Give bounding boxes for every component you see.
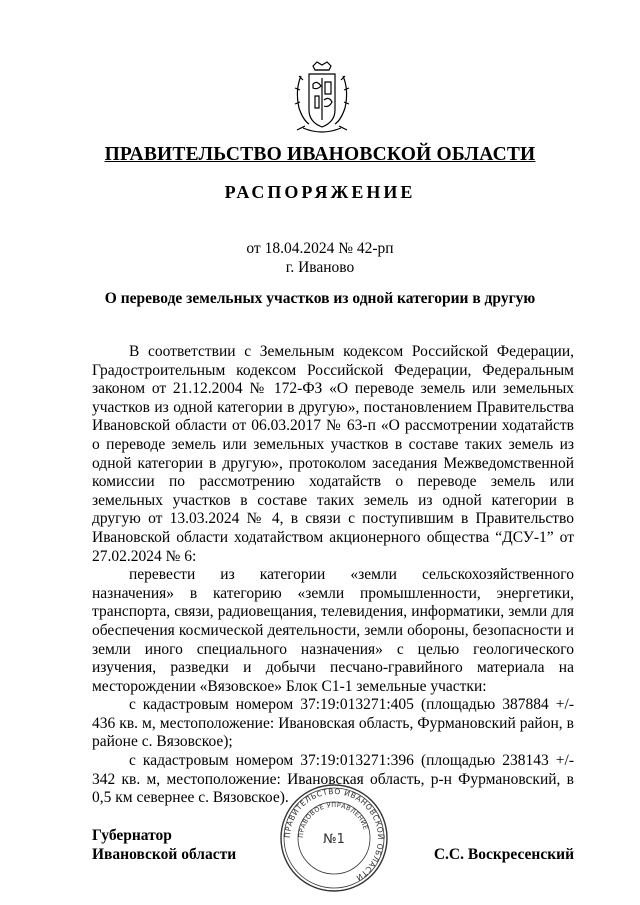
stamp-number: №1 <box>323 832 345 847</box>
stamp-ring-text: ПРАВИТЕЛЬСТВО ИВАНОВСКОЙ ОБЛАСТИ <box>282 786 386 883</box>
stamp-inner-text: ПРАВОВОЕ УПРАВЛЕНИЕ <box>296 800 370 839</box>
position-line-2: Ивановской области <box>92 846 237 863</box>
document-type: РАСПОРЯЖЕНИЕ <box>224 182 416 202</box>
city: г. Иваново <box>285 259 355 276</box>
signatory-name: С.С. Воскресенский <box>433 846 574 863</box>
signatory-position <box>92 826 236 864</box>
date-number: от 18.04.2024 № 42-рп <box>246 240 394 257</box>
document-body <box>92 343 574 808</box>
paragraph-parcel-1: с кадастровым номером 37:19:013271:405 (площадью 387884 +/- 436 кв. м, местоположение: Ивановская область, Фурмановский район, в районе с. Вязовское); <box>92 696 574 751</box>
paragraph-decision: перевести из категории «земли сельскохозяйственного назначения» в категорию «земли промышленности, энергетики, транспорта, связи, радиовещания, телевидения, информатики, земли для обеспечения космической деятельности, земли обороны, безопасности и земли иного специального назначения» с целью геологического изучения, разведки и добычи песчано-гравийного материала на месторождении «Вязовское» Блок С1-1 земельные участки: <box>92 566 574 695</box>
paragraph-basis: В соответствии с Земельным кодексом Российской Федерации, Градостроительным кодексом Российской Федерации, Федеральным законом от 21.12.2004 № 172-ФЗ «О переводе земель или земельных участков из одной категории в другую», постановлением Правительства Ивановской области от 06.03.2017 № 63-п «О рассмотрении ходатайств о переводе земель или земельных участков в составе таких земель из одной категории в другую», протоколом заседания Межведомственной комиссии по рассмотрению ходатайств о переводе земель или земельных участков в составе таких земель из одной категории в другую от 13.03.2024 № 4, в связи с поступившим в Правительство Ивановской области ходатайством акционерного общества “ДСУ-1” от 27.02.2024 № 6: <box>92 343 574 565</box>
position-line-1: Губернатор <box>92 827 172 844</box>
org-title: ПРАВИТЕЛЬСТВО ИВАНОВСКОЙ ОБЛАСТИ <box>104 144 536 165</box>
document-subject: О переводе земельных участков из одной категории в другую <box>104 290 536 307</box>
date-number-block <box>0 239 640 277</box>
official-stamp <box>278 782 390 894</box>
paragraph-parcel-2: с кадастровым номером 37:19:013271:396 (площадью 238143 +/- 342 кв. м, местоположение: Ивановская область, р-н Фурмановский, в 0,5 км севернее с. Вязовское). <box>92 752 574 807</box>
coat-of-arms-icon <box>291 60 353 135</box>
